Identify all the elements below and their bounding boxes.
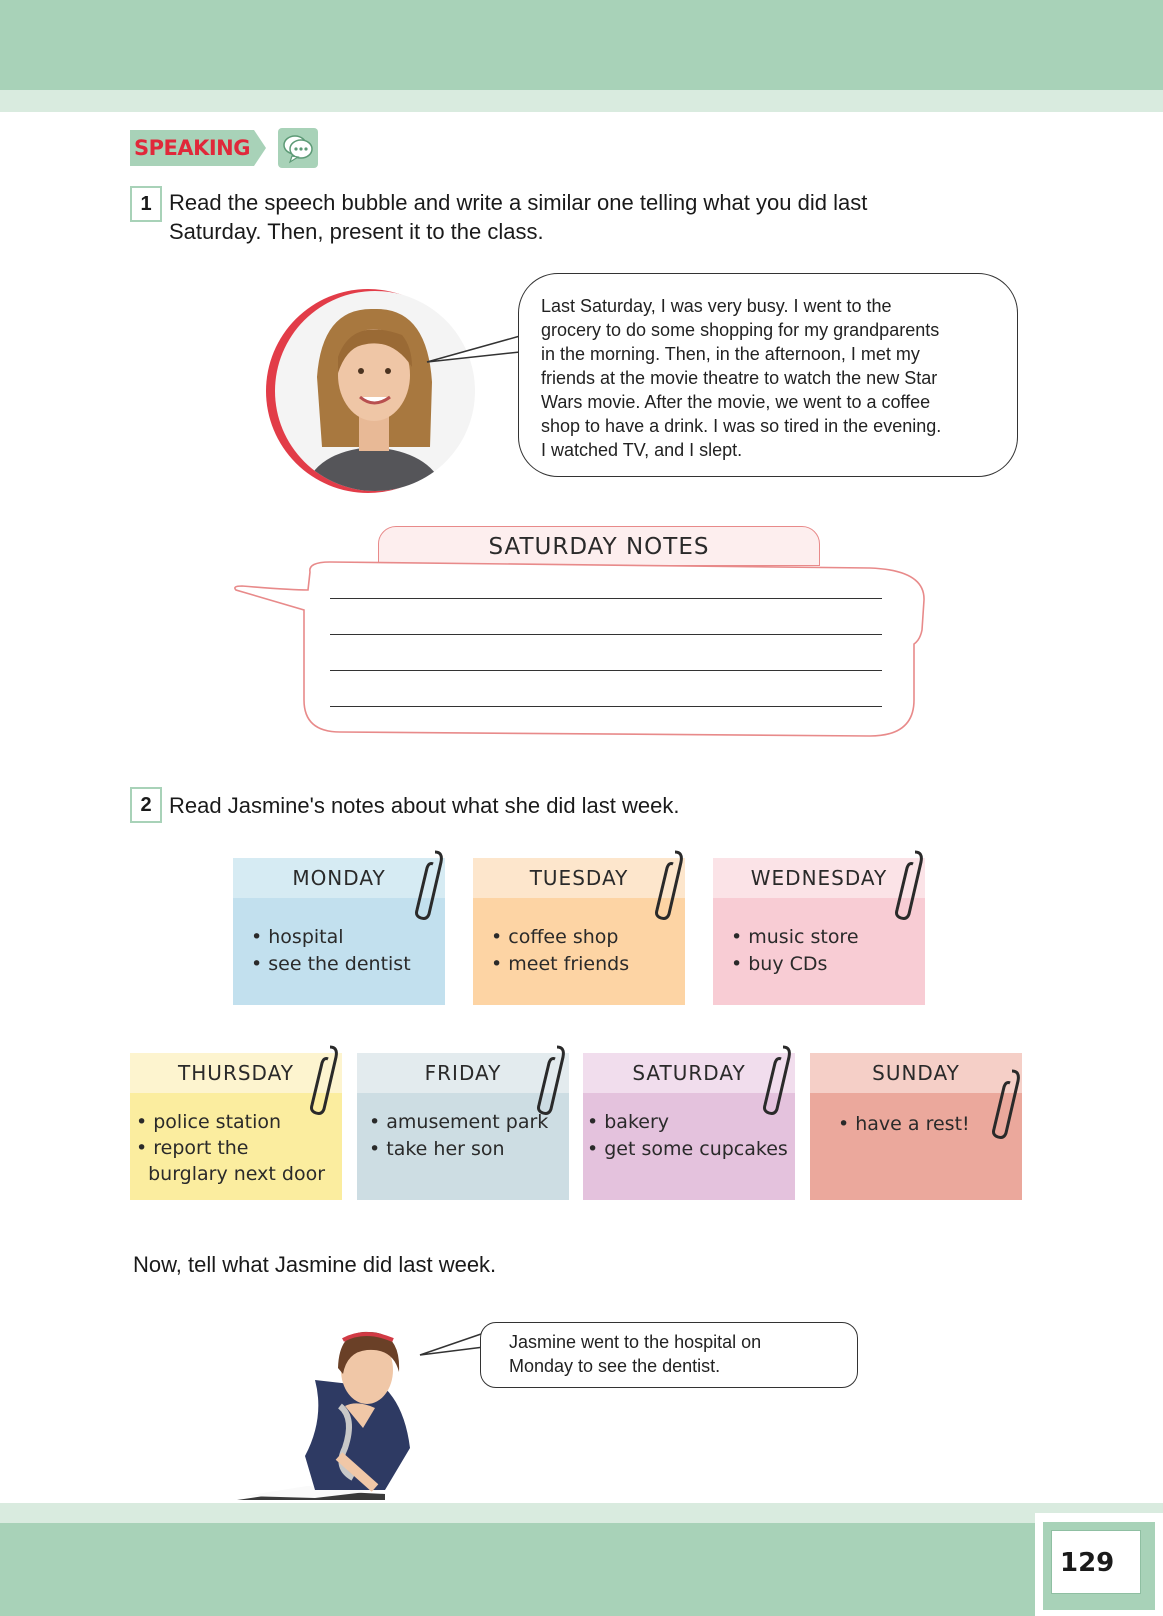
note-saturday (583, 1053, 795, 1200)
note-item: • amusement park (369, 1111, 549, 1133)
note-item: • buy CDs (731, 953, 828, 975)
note-item: • meet friends (491, 953, 630, 975)
note-day: THURSDAY (130, 1053, 342, 1093)
speech-bubble (518, 273, 1018, 477)
bubble-line: in the morning. Then, in the afternoon, I met my (541, 344, 920, 364)
bubble-line: Last Saturday, I was very busy. I went to the (541, 296, 892, 316)
note-item: • take her son (369, 1138, 505, 1160)
write-line[interactable] (330, 706, 882, 707)
bubble-line: I watched TV, and I slept. (541, 440, 743, 460)
exercise-2-prompt: Now, tell what Jasmine did last week. (133, 1252, 497, 1277)
note-monday (233, 858, 445, 1005)
note-day: FRIDAY (357, 1053, 569, 1093)
paper-clip-icon (306, 1043, 340, 1117)
note-item: • report the (136, 1137, 249, 1159)
note-sunday (810, 1053, 1022, 1200)
note-item: • bakery (587, 1111, 670, 1133)
header-band (0, 0, 1163, 90)
paper-clip-icon (651, 848, 685, 922)
paper-clip-icon (988, 1067, 1022, 1141)
page-number: 129 (1051, 1530, 1141, 1594)
bubble-line: friends at the movie theatre to watch the new Star (541, 368, 938, 388)
exercise-1-instruction (169, 188, 1069, 246)
note-day: SATURDAY (583, 1053, 795, 1093)
exercise-2-instruction: Read Jasmine's notes about what she did last week. (169, 793, 680, 818)
section-label: SPEAKING (130, 130, 254, 166)
example-speech-bubble (480, 1322, 858, 1388)
paper-clip-icon (759, 1043, 793, 1117)
footer-band (0, 1523, 1163, 1616)
note-item: • coffee shop (491, 926, 619, 948)
paper-clip-icon (891, 848, 925, 922)
note-day: WEDNESDAY (713, 858, 925, 898)
note-item: • have a rest! (838, 1113, 970, 1135)
bubble-line: shop to have a drink. I was so tired in the evening. (541, 416, 942, 436)
paper-clip-icon (533, 1043, 567, 1117)
woman-portrait (262, 287, 482, 497)
instruction-line-2: Saturday. Then, present it to the class. (169, 219, 544, 244)
bubble-line: Monday to see the dentist. (509, 1356, 721, 1376)
exercise-number-1: 1 (130, 186, 162, 222)
speech-bubble-tail (418, 1330, 488, 1360)
note-day: MONDAY (233, 858, 445, 898)
bubble-line: Jasmine went to the hospital on (509, 1332, 762, 1352)
note-wednesday (713, 858, 925, 1005)
write-line[interactable] (330, 634, 882, 635)
note-item: burglary next door (148, 1163, 326, 1185)
bubble-line: Wars movie. After the movie, we went to a coffee (541, 392, 931, 412)
exercise-number-2: 2 (130, 787, 162, 823)
note-item: • police station (136, 1111, 282, 1133)
note-item: • get some cupcakes (587, 1138, 788, 1160)
instruction-line-1: Read the speech bubble and write a similar one telling what you did last (169, 190, 868, 215)
write-line[interactable] (330, 598, 882, 599)
note-tuesday (473, 858, 685, 1005)
speech-bubble-tail (425, 330, 525, 380)
write-line[interactable] (330, 670, 882, 671)
paper-clip-icon (411, 848, 445, 922)
note-day: TUESDAY (473, 858, 685, 898)
note-item: • hospital (251, 926, 344, 948)
note-friday (357, 1053, 569, 1200)
speech-bubbles-icon (278, 128, 318, 168)
note-day: SUNDAY (810, 1053, 1022, 1093)
note-thursday (130, 1053, 342, 1200)
note-item: • music store (731, 926, 859, 948)
section-label-arrow (254, 130, 266, 166)
notes-bubble (230, 560, 930, 740)
girl-writing-illustration (235, 1328, 435, 1503)
header-strip (0, 90, 1163, 112)
bubble-line: grocery to do some shopping for my grandparents (541, 320, 940, 340)
notes-title: SATURDAY NOTES (378, 526, 820, 566)
note-item: • see the dentist (251, 953, 411, 975)
footer-strip (0, 1503, 1163, 1523)
